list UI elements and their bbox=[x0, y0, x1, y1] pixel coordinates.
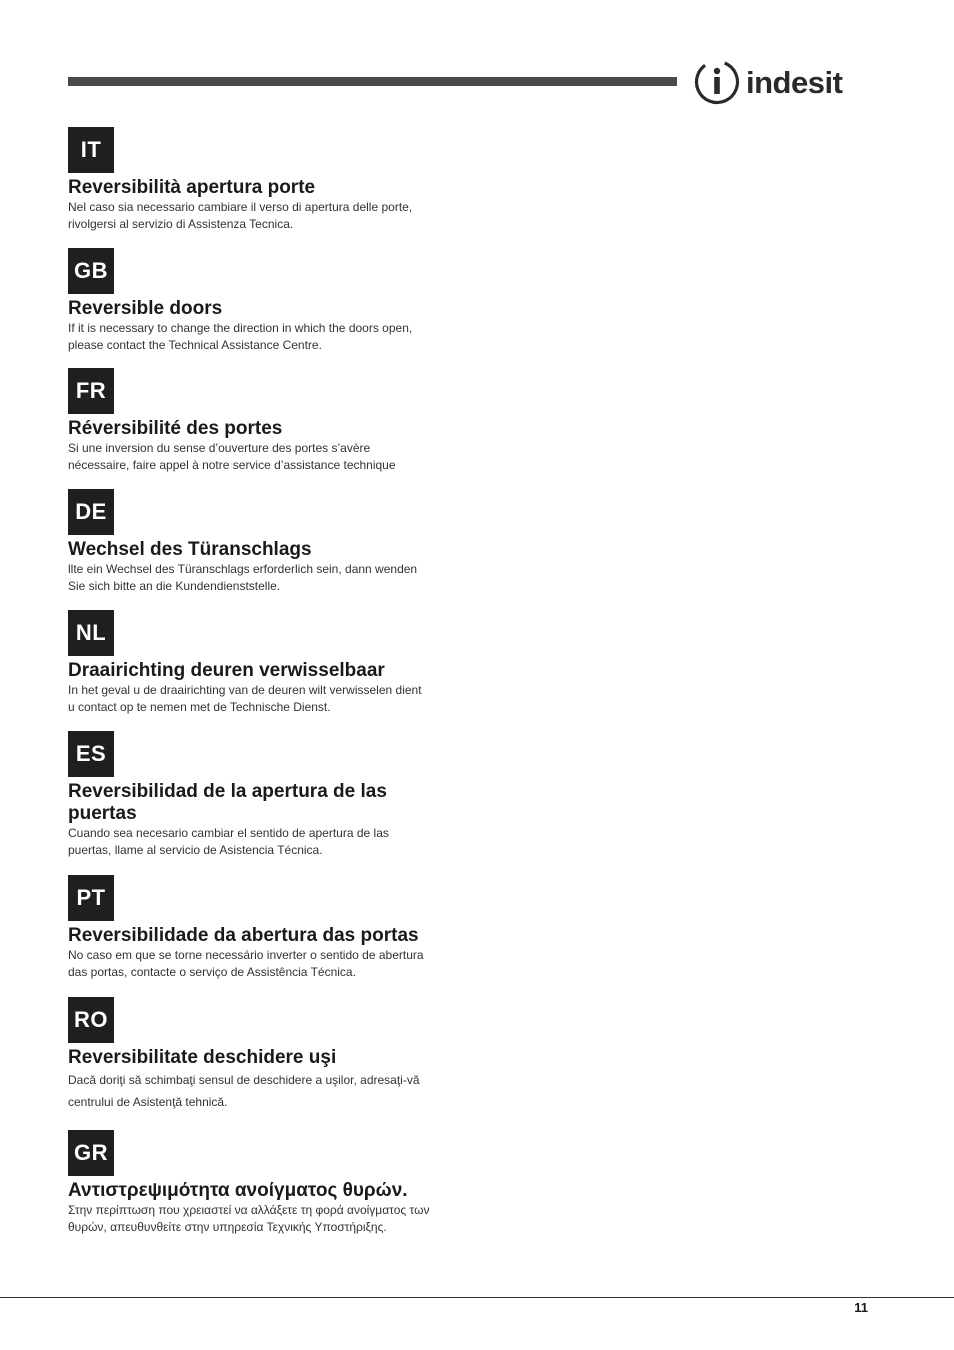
header-rule bbox=[68, 77, 677, 86]
section-ro bbox=[68, 997, 488, 1113]
section-title: Reversible doors bbox=[68, 298, 223, 319]
section-body bbox=[68, 682, 488, 715]
section-body-text: No caso em que se torne necessário inverter o sentido de abertura das portas, contacte o serviço de Assistência Técnica. bbox=[68, 948, 424, 979]
section-title: Reversibilitate deschidere uşi bbox=[68, 1047, 337, 1068]
brand-wordmark: indesit bbox=[746, 64, 843, 100]
section-body-text: llte ein Wechsel des Türanschlags erforderlich sein, dann wenden Sie sich bitte an die Kundendienststelle. bbox=[68, 562, 418, 593]
section-body-text: If it is necessary to change the direction in which the doors open, please contact the Technical Assistance Centre. bbox=[68, 321, 413, 352]
section-title: Reversibilidade da abertura das portas bbox=[68, 925, 419, 946]
section-de bbox=[68, 489, 488, 594]
section-title: Αντιστρεψιμότητα ανοίγματος θυρών. bbox=[68, 1180, 408, 1201]
footer-rule bbox=[0, 1297, 954, 1298]
section-body-text: Dacă doriţi să schimbaţi sensul de deschidere a uşilor, adresaţi-vă centrului de Asistenţă tehnică. bbox=[68, 1073, 420, 1109]
section-pt bbox=[68, 875, 488, 980]
section-body bbox=[68, 1202, 488, 1235]
section-title: Reversibilidad de la apertura de las puertas bbox=[68, 781, 387, 824]
indesit-logo-icon bbox=[694, 59, 740, 105]
language-badge: FR bbox=[68, 368, 114, 414]
section-gr bbox=[68, 1130, 488, 1235]
language-badge: RO bbox=[68, 997, 114, 1043]
section-title: Reversibilità apertura porte bbox=[68, 177, 316, 198]
section-body bbox=[68, 825, 488, 858]
section-body-text: Nel caso sia necessario cambiare il verso di apertura delle porte, rivolgersi al servizio di Assistenza Tecnica. bbox=[68, 200, 413, 231]
section-body bbox=[68, 561, 488, 594]
section-body bbox=[68, 199, 488, 232]
section-body bbox=[68, 1069, 488, 1113]
language-badge: PT bbox=[68, 875, 114, 921]
language-badge: GB bbox=[68, 248, 114, 294]
section-title: Réversibilité des portes bbox=[68, 418, 283, 439]
section-body bbox=[68, 947, 488, 980]
section-fr bbox=[68, 368, 488, 473]
language-badge: ES bbox=[68, 731, 114, 777]
section-gb bbox=[68, 248, 488, 353]
language-badge: DE bbox=[68, 489, 114, 535]
section-body bbox=[68, 440, 488, 473]
section-es bbox=[68, 731, 488, 858]
section-title: Wechsel des Türanschlags bbox=[68, 539, 312, 560]
brand-logo bbox=[694, 58, 842, 106]
language-badge: GR bbox=[68, 1130, 114, 1176]
page-number: 11 bbox=[854, 1300, 868, 1315]
language-badge: IT bbox=[68, 127, 114, 173]
section-nl bbox=[68, 610, 488, 715]
section-body-text: Στην περίπτωση που χρειαστεί να αλλάξετε τη φορά ανοίγματος των θυρών, απευθυνθείτε στην υπηρεσία Τεχνικής Υποστήριξης. bbox=[68, 1203, 430, 1234]
section-title: Draairichting deuren verwisselbaar bbox=[68, 660, 385, 681]
section-body-text: Cuando sea necesario cambiar el sentido de apertura de las puertas, llame al servicio de Asistencia Técnica. bbox=[68, 826, 389, 857]
section-body-text: Si une inversion du sense d’ouverture des portes s’avère nécessaire, faire appel à notre service d’assistance technique bbox=[68, 441, 396, 472]
language-badge: NL bbox=[68, 610, 114, 656]
section-body bbox=[68, 320, 488, 353]
section-it bbox=[68, 127, 488, 232]
section-body-text: In het geval u de draairichting van de deuren wilt verwisselen dient u contact op te nemen met de Technische Dienst. bbox=[68, 683, 422, 714]
